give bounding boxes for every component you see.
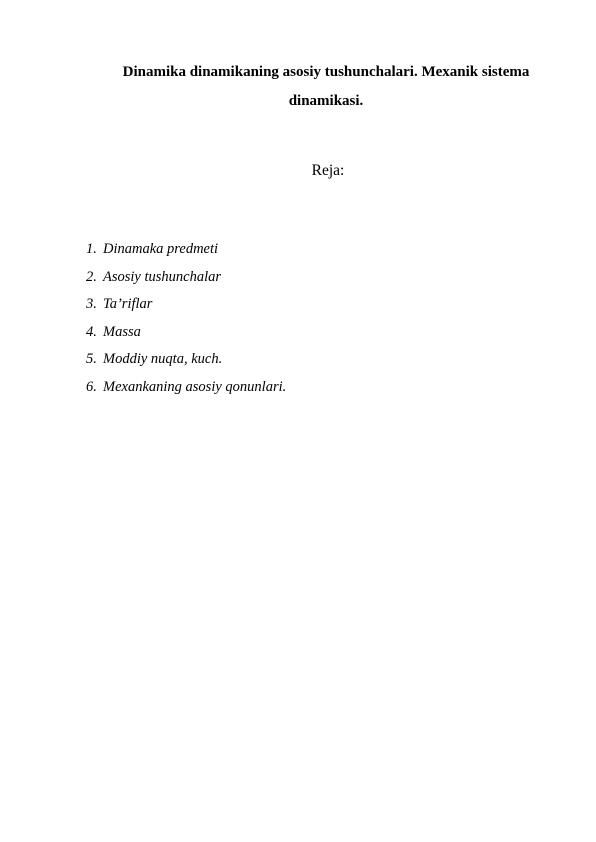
document-title (84, 58, 568, 116)
document-title-line-1: Dinamika dinamikaning asosiy tushunchalari. Mexanik sistema (122, 64, 530, 80)
plan-item-number: 4. (86, 323, 97, 340)
document-title-line-2: dinamikasi. (288, 93, 364, 109)
plan-heading: Reja: (311, 162, 345, 179)
plan-item-text: Massa (103, 323, 141, 340)
plan-list-item (86, 319, 286, 347)
plan-list (86, 236, 286, 401)
plan-list-item (86, 264, 286, 292)
plan-item-text: Dinamaka predmeti (103, 241, 219, 257)
plan-item-number: 5. (86, 351, 97, 367)
plan-item-number: 3. (86, 296, 97, 312)
plan-item-text: Moddiy nuqta, kuch. (103, 351, 223, 367)
plan-item-number: 1. (86, 241, 97, 257)
plan-list-item (86, 236, 286, 264)
plan-item-text: Asosiy tushunchalar (103, 268, 222, 285)
plan-list-item (86, 291, 286, 319)
plan-item-text: Ta’riflar (103, 296, 153, 312)
plan-item-number: 6. (86, 378, 97, 395)
plan-list-item (86, 346, 286, 374)
plan-item-number: 2. (86, 268, 97, 285)
plan-list-item (86, 374, 286, 402)
plan-item-text: Mexankaning asosiy qonunlari. (103, 378, 287, 395)
